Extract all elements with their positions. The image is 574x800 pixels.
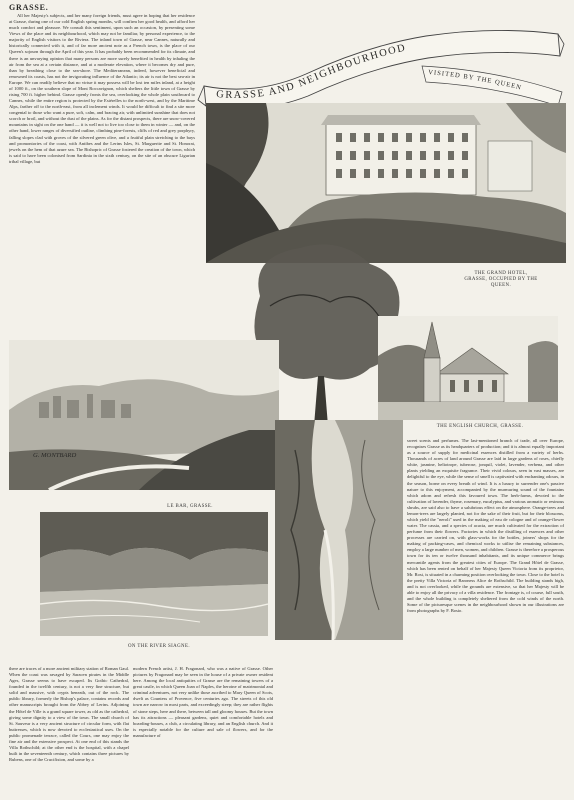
river-siagne-illustration [40, 512, 268, 636]
english-church-illustration [378, 316, 558, 420]
article-paragraph: sweet scents and perfumes. The last-mentioned branch of trade, all over Europe, recognises Grasse as its headquarters of production; and it is almost equally important as a source of supply for medicinal essences distilled from a variety of herbs. Thousands of acres of land around Grasse are laid in large gardens of roses, chiefly white, jasmine, heliotrope, tuberose, jonquil, violet, lavender, verbena, and other plants yielding an exquisite fragrance. Their vivid colours, seen in vast masses, are delightful to the eye, while the sense of smell is captivated with enchanting odours, in the season, borne on every breath of wind. It is a luxury to surrender one's passive nature to this enjoyment, accompanied by the murmuring sound of the fountains which adorn and refresh this favoured town. The herb-farms, devoted to the cultivation of lavender, thyme, rosemary, eucalyptus, and various aromatic or resinous shrubs, are said also to have a salubrious effect on the atmosphere. Orange-trees and lemon-trees are largely planted, not for the sake of their fruit, but for their blossoms, which yield the "neroli" used in the making of eau de cologne and of orange-flower water. The cassia, and a species of acacia, are much cultivated for the extraction of perfume from their flowers. Factories in which the distilling of essences and other processes are carried on, with glass-works for the bottles, joiners' shops for the making of packing-cases, and chemical works to utilise the remaining substances, employ a large number of men, women, and children. Grasse is therefore a prosperous town for its ten or twelve thousand inhabitants, and its unique commerce brings mercantile agents from the greatest cities of Europe. The Grand Hôtel de Grasse, which has been rented on behalf of her Majesty Queen Victoria from its proprietor, Mr. Rost, is situated in a charming position overlooking the town. Close to the hotel is the pretty Villa Victoria of Baroness Alice de Rothschild. The building stands high, and is not overlooked, while the grounds are extensive, so that her Majesty will be able to enjoy all the privacy of a villa residence. The frontage is, of course, full south, and the whole building is completely sheltered from the cold winds of the north. Some of the picturesque scenes in the neighbourhood shown in our illustrations are from photographs by F. Bosio. [407, 438, 564, 614]
le-bar-caption: LE BAR, GRASSE. [167, 504, 213, 509]
article-text-right [407, 438, 564, 796]
hotel-caption-line2: GRASSE, OCCUPIED BY THE [464, 277, 538, 282]
article-heading: GRASSE. [9, 3, 49, 12]
church-caption: THE ENGLISH CHURCH, GRASSE. [436, 424, 524, 429]
mountain-gorge-illustration [275, 420, 403, 640]
title-banner [196, 0, 566, 110]
le-bar-illustration [9, 340, 279, 490]
article-text-bottom-left [9, 666, 129, 796]
hotel-caption-line1: THE GRAND HOTEL, [474, 271, 528, 276]
banner-subtitle: VISITED BY THE QUEEN [427, 69, 523, 92]
artist-signature: G. MONTBARD [33, 452, 77, 459]
hotel-caption-line3: QUEEN. [490, 283, 512, 288]
article-paragraph: there are traces of a more ancient military station of Roman Gaul. When the coast was ravaged by Saracen pirates in the Middle Ages, Grasse seems to have escaped. Its Gothic Cathedral, founded in the twelfth century, is not a very fine structure, but solid and massive, with crypts beneath, out of the rock. The public library, formerly the Bishop's palace, contains records and other manuscripts brought from the Abbey of Lerins. Adjoining the Hôtel de Ville is a grand square tower, as old as the cathedral, giving some dignity to a view of the town. The small church of St. Sauveur is a very ancient structure of circular form, with flat buttresses, which is now devoted to ecclesiastical uses. On the public promenade terrace, called the Cours, one may enjoy the fine air and the extensive prospect. At one end of this stands the Villa Rothschild; at the other end is the hospital, with a chapel built in the seventeenth century, which contains three pictures by Rubens, one of the Crucifixion, and some by a [9, 666, 129, 763]
article-paragraph: All her Majesty's subjects, and her many foreign friends, must agree in hoping that her residence at Grasse, during one of our cold English spring months, will confirm her good health, and afford her much comfort and pleasure. We consult this sentiment, upon such an occasion, by presenting some Views of the place and its neighbourhood, which may not be familiar, by personal experience, to the majority of English visitors to the Riviera. The inland town of Grasse, near Cannes, naturally and historically connected with it, and of far more ancient note as a French town, is the place of our Queen's sojourn through the April of this year. It has probably been recommended for its climate, and there is an unvarying opinion that many persons are more surely benefited in health by inhaling the air from the sea at a certain distance, and at a moderate elevation, where it becomes dry and pure, than by breathing close to the sea-shore. The Mediterranean, indeed, however beneficial and renowned its coasts, has not the invigorating influence of the Atlantic; its air is not the best sea-air in Europe. We can readily believe that no virtue it may possess will be lost ten miles inland, at a height of 1000 ft., on the southern slope of Mont Roccavignon, which shelters the little town of Grasse by rising 700 ft. higher behind. Grasse openly fronts the sea, overlooking the whole plain southward to Cannes, while the entire region is protected by the Estérelles to the north-west, and by the Maritime Alps, farther off to the north-east, from all inclement winds. It would be difficult to find a site more congenial to those who want a pure, soft, calm, and bracing air, with unlimited sunshine that does not scorch or broil, and without the dust of the plains. As for the distant prospects, there are snow-covered mountains in sight on the one hand — it is well not to live too close to them in winter — and, on the other hand, lower ranges of diversified outline, climbing pine-forests, cliffs of red and grey porphyry, falling slopes clad with groves of the silvered green olive, and a fruitful plain stretching to the bays and promontories of the coast, with Antibes and the Lerins Isles, St. Marguerite and St. Honorat, jewels on the hem of that azure sea. The Bishopric of Grasse fostered the creation of the town, which is said to have been colonised from Sardinia in the sixth century, on the site of an obscure Ligurian tribal village, but [9, 13, 195, 164]
hotel-caption [446, 271, 556, 289]
river-caption: ON THE RIVER SIAGNE. [128, 644, 190, 649]
article-text-bottom-mid [133, 666, 273, 796]
article-text-top [9, 13, 195, 340]
article-paragraph: modern French artist, J. H. Fragonard, who was a native of Grasse. Other pictures by Fragonard may be seen in the house of a private owner resident here. Among the local antiquities of Grasse are the remaining towers of a great castle, in which Queen Joan of Naples, the heroine of matrimonial and criminal adventures, not very unlike those ascribed to Mary Queen of Scots, dwelt as Countess of Provence, five centuries ago. The streets of this old town are narrow in most parts, and exceedingly steep; they are rather flights of stone steps, here and there, between tall and gloomy houses. But the town has its attractions — pleasant gardens, quiet and comfortable hotels and boarding-houses, a club, a circulating library, and an English church. And it is especially notable for the culture and sale of flowers, and for the manufacture of [133, 666, 273, 738]
banner-title: GRASSE AND NEIGHBOURHOOD [215, 42, 408, 102]
